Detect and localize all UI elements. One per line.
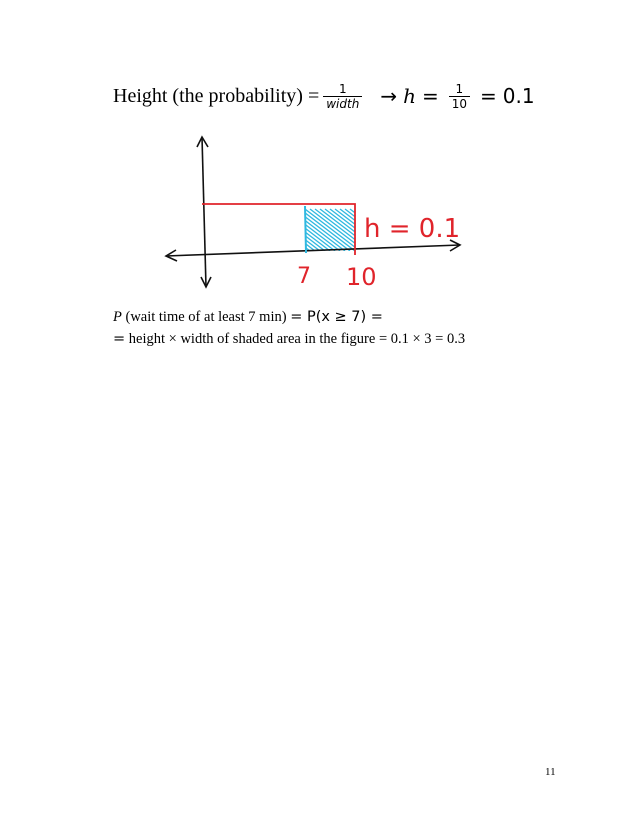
statement-math: = P(x ≥ 7) =	[290, 309, 383, 325]
hatch-stroke	[255, 209, 310, 251]
statement-text: (wait time of at least 7 min)	[121, 309, 291, 325]
x7-marker-line	[305, 206, 306, 253]
hatch-stroke	[245, 209, 300, 251]
fraction-denominator: width	[323, 96, 362, 111]
y-axis	[202, 137, 206, 287]
formula-line	[113, 74, 535, 118]
arrow-symbol: →	[380, 84, 398, 108]
page-number: 11	[545, 766, 556, 778]
fraction-1-over-width	[323, 82, 362, 111]
uniform-distribution-sketch	[150, 125, 480, 295]
fraction-numerator: 1	[338, 81, 347, 96]
probability-statement-line-1	[113, 309, 383, 326]
tick-label-10: 10	[346, 263, 377, 291]
formula-result: 0.1	[502, 84, 535, 108]
equals-sign: =	[480, 84, 497, 108]
x-axis	[166, 245, 460, 256]
equals-sign: =	[421, 84, 439, 108]
tick-label-7: 7	[297, 264, 311, 289]
fraction-1-over-10	[449, 82, 470, 111]
h-value-label: h = 0.1	[364, 214, 461, 244]
p-symbol: P	[113, 309, 122, 325]
equals-sign: =	[113, 331, 126, 347]
h-variable: h	[403, 84, 416, 108]
statement-text: height × width of shaded area in the figure = 0.1 × 3 = 0.3	[125, 331, 466, 347]
probability-statement-line-2	[113, 331, 465, 348]
hatch-stroke	[250, 209, 305, 251]
formula-lhs: Height (the probability) =	[113, 84, 320, 107]
fraction-numerator: 1	[455, 81, 464, 96]
fraction-denominator: 10	[449, 96, 470, 111]
